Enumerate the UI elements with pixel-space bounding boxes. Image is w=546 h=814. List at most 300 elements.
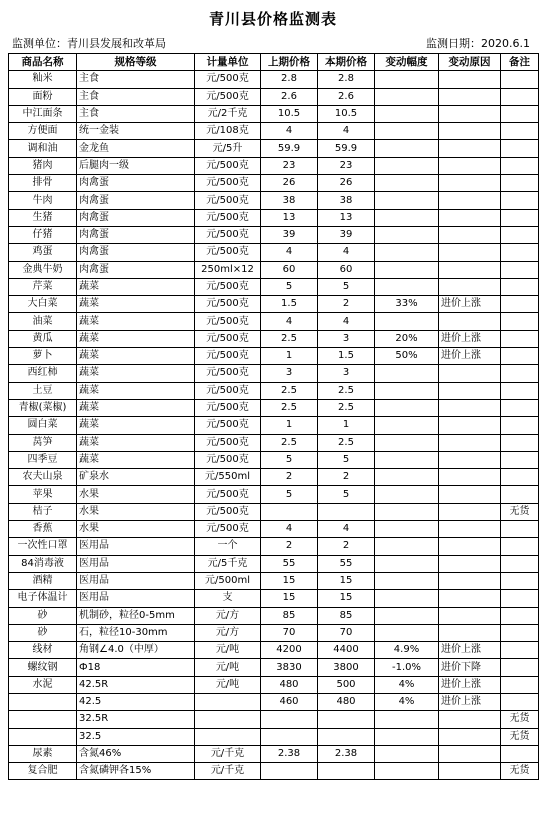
cell-name: 一次性口罩	[9, 538, 77, 555]
cell-name: 排骨	[9, 175, 77, 192]
cell-curr-price: 23	[318, 157, 375, 174]
cell-note	[501, 88, 539, 105]
cell-spec: 蔬菜	[77, 365, 195, 382]
cell-prev-price: 2.5	[261, 434, 318, 451]
cell-change: 4%	[375, 676, 439, 693]
cell-name: 农夫山泉	[9, 469, 77, 486]
cell-unit	[195, 728, 261, 745]
cell-spec: 蔬菜	[77, 382, 195, 399]
cell-note	[501, 607, 539, 624]
cell-unit: 元/2千克	[195, 105, 261, 122]
cell-curr-price: 2	[318, 296, 375, 313]
table-row	[9, 642, 539, 659]
cell-name: 砂	[9, 624, 77, 641]
col-header-unit: 计量单位	[195, 54, 261, 71]
cell-note	[501, 382, 539, 399]
cell-note	[501, 624, 539, 641]
cell-spec: 32.5	[77, 728, 195, 745]
cell-unit: 元/108克	[195, 123, 261, 140]
cell-note	[501, 192, 539, 209]
cell-name: 生猪	[9, 209, 77, 226]
cell-change	[375, 763, 439, 780]
cell-prev-price: 55	[261, 555, 318, 572]
cell-spec: 42.5R	[77, 676, 195, 693]
table-row	[9, 71, 539, 88]
cell-change	[375, 521, 439, 538]
cell-reason	[439, 555, 501, 572]
col-header-spec: 规格等级	[77, 54, 195, 71]
cell-unit: 元/方	[195, 607, 261, 624]
cell-reason	[439, 278, 501, 295]
cell-prev-price: 10.5	[261, 105, 318, 122]
cell-curr-price: 5	[318, 486, 375, 503]
cell-name: 调和油	[9, 140, 77, 157]
cell-curr-price: 85	[318, 607, 375, 624]
cell-note	[501, 469, 539, 486]
cell-curr-price: 2	[318, 538, 375, 555]
table-row	[9, 434, 539, 451]
cell-unit: 元/5千克	[195, 555, 261, 572]
cell-unit: 元/500克	[195, 157, 261, 174]
cell-reason	[439, 607, 501, 624]
cell-unit: 元/500ml	[195, 572, 261, 589]
cell-note	[501, 278, 539, 295]
cell-curr-price: 60	[318, 261, 375, 278]
cell-name: 土豆	[9, 382, 77, 399]
cell-reason	[439, 226, 501, 243]
cell-change	[375, 555, 439, 572]
cell-change	[375, 503, 439, 520]
cell-name: 桔子	[9, 503, 77, 520]
cell-spec: 肉禽蛋	[77, 192, 195, 209]
cell-spec: 机制砂，粒径0-5mm	[77, 607, 195, 624]
cell-note	[501, 642, 539, 659]
cell-name: 酒精	[9, 572, 77, 589]
cell-curr-price	[318, 711, 375, 728]
cell-prev-price: 5	[261, 278, 318, 295]
cell-name	[9, 728, 77, 745]
cell-name: 水泥	[9, 676, 77, 693]
cell-change	[375, 192, 439, 209]
cell-name: 苹果	[9, 486, 77, 503]
cell-reason	[439, 157, 501, 174]
cell-unit: 元/500克	[195, 417, 261, 434]
cell-spec: 肉禽蛋	[77, 261, 195, 278]
cell-prev-price: 60	[261, 261, 318, 278]
cell-name: 螺纹钢	[9, 659, 77, 676]
cell-curr-price: 4400	[318, 642, 375, 659]
cell-change	[375, 175, 439, 192]
cell-spec: 后腿肉一级	[77, 157, 195, 174]
cell-reason: 进价上涨	[439, 330, 501, 347]
cell-spec: 蔬菜	[77, 451, 195, 468]
cell-change	[375, 607, 439, 624]
cell-curr-price: 2.6	[318, 88, 375, 105]
table-row	[9, 538, 539, 555]
cell-unit: 支	[195, 590, 261, 607]
table-row	[9, 278, 539, 295]
cell-reason	[439, 399, 501, 416]
table-row	[9, 157, 539, 174]
cell-unit: 元/500克	[195, 226, 261, 243]
cell-prev-price: 1.5	[261, 296, 318, 313]
cell-name: 四季豆	[9, 451, 77, 468]
table-row	[9, 469, 539, 486]
cell-spec: 肉禽蛋	[77, 209, 195, 226]
cell-reason	[439, 434, 501, 451]
cell-reason: 进价上涨	[439, 296, 501, 313]
cell-prev-price: 3830	[261, 659, 318, 676]
cell-reason	[439, 417, 501, 434]
col-header-prev-price: 上期价格	[261, 54, 318, 71]
cell-curr-price: 26	[318, 175, 375, 192]
cell-note	[501, 296, 539, 313]
cell-note	[501, 71, 539, 88]
cell-change	[375, 572, 439, 589]
cell-prev-price: 2	[261, 469, 318, 486]
table-row	[9, 261, 539, 278]
cell-note	[501, 434, 539, 451]
cell-unit: 元/千克	[195, 763, 261, 780]
table-row	[9, 572, 539, 589]
cell-unit: 元/500克	[195, 71, 261, 88]
cell-change	[375, 745, 439, 762]
cell-note	[501, 175, 539, 192]
cell-reason	[439, 763, 501, 780]
table-row	[9, 365, 539, 382]
cell-unit: 元/500克	[195, 175, 261, 192]
cell-curr-price: 2	[318, 469, 375, 486]
cell-curr-price: 2.5	[318, 382, 375, 399]
cell-name: 线材	[9, 642, 77, 659]
cell-prev-price: 3	[261, 365, 318, 382]
cell-reason: 进价下降	[439, 659, 501, 676]
cell-note: 无货	[501, 728, 539, 745]
cell-note	[501, 745, 539, 762]
cell-curr-price: 10.5	[318, 105, 375, 122]
cell-spec: 医用品	[77, 555, 195, 572]
cell-prev-price: 2	[261, 538, 318, 555]
cell-unit: 元/500克	[195, 296, 261, 313]
cell-reason	[439, 711, 501, 728]
cell-note	[501, 555, 539, 572]
cell-name: 芹菜	[9, 278, 77, 295]
cell-reason	[439, 88, 501, 105]
cell-note	[501, 123, 539, 140]
cell-spec: 蔬菜	[77, 296, 195, 313]
cell-spec: 水果	[77, 486, 195, 503]
cell-name: 牛肉	[9, 192, 77, 209]
table-row	[9, 555, 539, 572]
cell-name: 方便面	[9, 123, 77, 140]
table-row	[9, 521, 539, 538]
cell-spec: 石，粒径10-30mm	[77, 624, 195, 641]
cell-unit: 元/550ml	[195, 469, 261, 486]
cell-prev-price: 15	[261, 590, 318, 607]
cell-prev-price: 85	[261, 607, 318, 624]
cell-curr-price: 3	[318, 365, 375, 382]
table-row	[9, 763, 539, 780]
cell-change	[375, 417, 439, 434]
cell-change	[375, 123, 439, 140]
cell-name: 西红柿	[9, 365, 77, 382]
cell-prev-price: 23	[261, 157, 318, 174]
cell-prev-price: 1	[261, 417, 318, 434]
cell-prev-price: 480	[261, 676, 318, 693]
cell-prev-price: 2.38	[261, 745, 318, 762]
col-header-reason: 变动原因	[439, 54, 501, 71]
cell-unit: 元/500克	[195, 348, 261, 365]
cell-note: 无货	[501, 763, 539, 780]
table-row	[9, 88, 539, 105]
cell-note	[501, 140, 539, 157]
page-title: 青川县价格监测表	[208, 10, 337, 28]
cell-spec: 蔬菜	[77, 417, 195, 434]
cell-curr-price: 38	[318, 192, 375, 209]
cell-name: 鸡蛋	[9, 244, 77, 261]
cell-spec: 蔬菜	[77, 434, 195, 451]
cell-change	[375, 209, 439, 226]
cell-note	[501, 659, 539, 676]
cell-unit: 元/500克	[195, 521, 261, 538]
cell-note	[501, 521, 539, 538]
cell-prev-price: 26	[261, 175, 318, 192]
cell-unit: 元/吨	[195, 659, 261, 676]
cell-curr-price: 70	[318, 624, 375, 641]
cell-reason	[439, 503, 501, 520]
cell-unit	[195, 693, 261, 710]
table-row	[9, 711, 539, 728]
table-row	[9, 123, 539, 140]
cell-change	[375, 140, 439, 157]
cell-prev-price: 2.5	[261, 330, 318, 347]
cell-unit: 元/5升	[195, 140, 261, 157]
cell-prev-price	[261, 711, 318, 728]
cell-name: 复合肥	[9, 763, 77, 780]
cell-name	[9, 693, 77, 710]
cell-prev-price	[261, 728, 318, 745]
col-header-note: 备注	[501, 54, 539, 71]
cell-note	[501, 209, 539, 226]
cell-prev-price: 4	[261, 123, 318, 140]
cell-reason	[439, 123, 501, 140]
cell-change: 20%	[375, 330, 439, 347]
cell-unit: 元/千克	[195, 745, 261, 762]
table-row	[9, 451, 539, 468]
cell-unit: 元/500克	[195, 313, 261, 330]
cell-note	[501, 676, 539, 693]
cell-unit: 元/500克	[195, 382, 261, 399]
cell-reason: 进价上涨	[439, 676, 501, 693]
cell-spec: 医用品	[77, 590, 195, 607]
cell-reason	[439, 140, 501, 157]
cell-name	[9, 711, 77, 728]
cell-reason: 进价上涨	[439, 348, 501, 365]
cell-note	[501, 399, 539, 416]
cell-reason	[439, 521, 501, 538]
table-row	[9, 745, 539, 762]
cell-change: 4%	[375, 693, 439, 710]
cell-note	[501, 157, 539, 174]
cell-curr-price: 2.5	[318, 399, 375, 416]
cell-spec: 42.5	[77, 693, 195, 710]
cell-reason	[439, 624, 501, 641]
cell-name: 砂	[9, 607, 77, 624]
cell-change: -1.0%	[375, 659, 439, 676]
cell-name: 电子体温计	[9, 590, 77, 607]
cell-reason	[439, 382, 501, 399]
cell-unit: 元/500克	[195, 451, 261, 468]
table-row	[9, 676, 539, 693]
cell-name: 青椒(菜椒)	[9, 399, 77, 416]
cell-unit: 元/500克	[195, 244, 261, 261]
cell-spec: 水果	[77, 521, 195, 538]
cell-reason	[439, 745, 501, 762]
cell-note	[501, 105, 539, 122]
cell-prev-price	[261, 763, 318, 780]
table-row	[9, 140, 539, 157]
cell-spec: 含氮磷钾各15%	[77, 763, 195, 780]
price-table	[8, 53, 539, 780]
cell-unit: 元/500克	[195, 88, 261, 105]
table-row	[9, 226, 539, 243]
cell-curr-price: 480	[318, 693, 375, 710]
cell-change	[375, 486, 439, 503]
cell-curr-price: 2.8	[318, 71, 375, 88]
table-row	[9, 728, 539, 745]
cell-change	[375, 226, 439, 243]
cell-change	[375, 261, 439, 278]
cell-name: 84消毒液	[9, 555, 77, 572]
cell-name: 仔猪	[9, 226, 77, 243]
cell-change	[375, 451, 439, 468]
cell-unit: 元/500克	[195, 399, 261, 416]
cell-note	[501, 417, 539, 434]
cell-name: 香蕉	[9, 521, 77, 538]
cell-change: 33%	[375, 296, 439, 313]
cell-prev-price: 2.5	[261, 382, 318, 399]
cell-reason	[439, 469, 501, 486]
cell-change	[375, 728, 439, 745]
cell-prev-price: 4200	[261, 642, 318, 659]
cell-curr-price: 1.5	[318, 348, 375, 365]
cell-change	[375, 88, 439, 105]
cell-spec: 含氮46%	[77, 745, 195, 762]
table-row	[9, 348, 539, 365]
cell-spec: 肉禽蛋	[77, 226, 195, 243]
cell-unit: 250ml×12	[195, 261, 261, 278]
monitoring-unit: 监测单位：青川县发展和改革局	[12, 37, 166, 50]
cell-change	[375, 399, 439, 416]
cell-name: 黄瓜	[9, 330, 77, 347]
cell-prev-price: 4	[261, 313, 318, 330]
table-row	[9, 296, 539, 313]
cell-unit: 元/500克	[195, 434, 261, 451]
cell-name: 籼米	[9, 71, 77, 88]
cell-reason	[439, 538, 501, 555]
cell-change	[375, 71, 439, 88]
table-row	[9, 192, 539, 209]
table-row	[9, 209, 539, 226]
cell-note	[501, 538, 539, 555]
cell-note	[501, 590, 539, 607]
cell-curr-price: 39	[318, 226, 375, 243]
cell-note	[501, 486, 539, 503]
cell-reason	[439, 244, 501, 261]
table-row	[9, 486, 539, 503]
cell-note	[501, 330, 539, 347]
cell-spec: 主食	[77, 105, 195, 122]
cell-curr-price: 15	[318, 572, 375, 589]
table-row	[9, 330, 539, 347]
cell-spec: 蔬菜	[77, 348, 195, 365]
table-row	[9, 105, 539, 122]
cell-curr-price	[318, 728, 375, 745]
cell-curr-price: 500	[318, 676, 375, 693]
cell-curr-price: 3800	[318, 659, 375, 676]
cell-prev-price: 1	[261, 348, 318, 365]
table-row	[9, 624, 539, 641]
cell-note: 无货	[501, 503, 539, 520]
table-row	[9, 175, 539, 192]
cell-reason	[439, 192, 501, 209]
table-row	[9, 590, 539, 607]
cell-curr-price: 55	[318, 555, 375, 572]
cell-name: 面粉	[9, 88, 77, 105]
cell-spec: 蔬菜	[77, 313, 195, 330]
cell-unit: 元/500克	[195, 503, 261, 520]
cell-unit: 元/500克	[195, 330, 261, 347]
cell-spec: Ф18	[77, 659, 195, 676]
cell-curr-price: 5	[318, 451, 375, 468]
cell-unit: 元/500克	[195, 209, 261, 226]
cell-reason	[439, 313, 501, 330]
table-row	[9, 382, 539, 399]
cell-note	[501, 261, 539, 278]
cell-name: 尿素	[9, 745, 77, 762]
cell-spec: 主食	[77, 88, 195, 105]
cell-change	[375, 469, 439, 486]
cell-prev-price: 4	[261, 244, 318, 261]
cell-curr-price: 4	[318, 521, 375, 538]
cell-curr-price	[318, 763, 375, 780]
cell-change: 50%	[375, 348, 439, 365]
cell-name: 大白菜	[9, 296, 77, 313]
cell-change: 4.9%	[375, 642, 439, 659]
cell-spec: 蔬菜	[77, 399, 195, 416]
cell-note	[501, 693, 539, 710]
cell-reason	[439, 451, 501, 468]
cell-reason	[439, 572, 501, 589]
cell-curr-price: 4	[318, 244, 375, 261]
cell-unit: 元/500克	[195, 278, 261, 295]
cell-curr-price: 5	[318, 278, 375, 295]
cell-spec: 32.5R	[77, 711, 195, 728]
cell-curr-price: 13	[318, 209, 375, 226]
cell-spec: 肉禽蛋	[77, 244, 195, 261]
cell-name: 圆白菜	[9, 417, 77, 434]
cell-name: 猪肉	[9, 157, 77, 174]
cell-reason	[439, 71, 501, 88]
cell-note	[501, 365, 539, 382]
cell-prev-price: 5	[261, 486, 318, 503]
cell-unit: 一个	[195, 538, 261, 555]
cell-change	[375, 244, 439, 261]
cell-name: 莴笋	[9, 434, 77, 451]
cell-reason: 进价上涨	[439, 642, 501, 659]
table-header-row	[9, 54, 539, 71]
cell-reason	[439, 209, 501, 226]
